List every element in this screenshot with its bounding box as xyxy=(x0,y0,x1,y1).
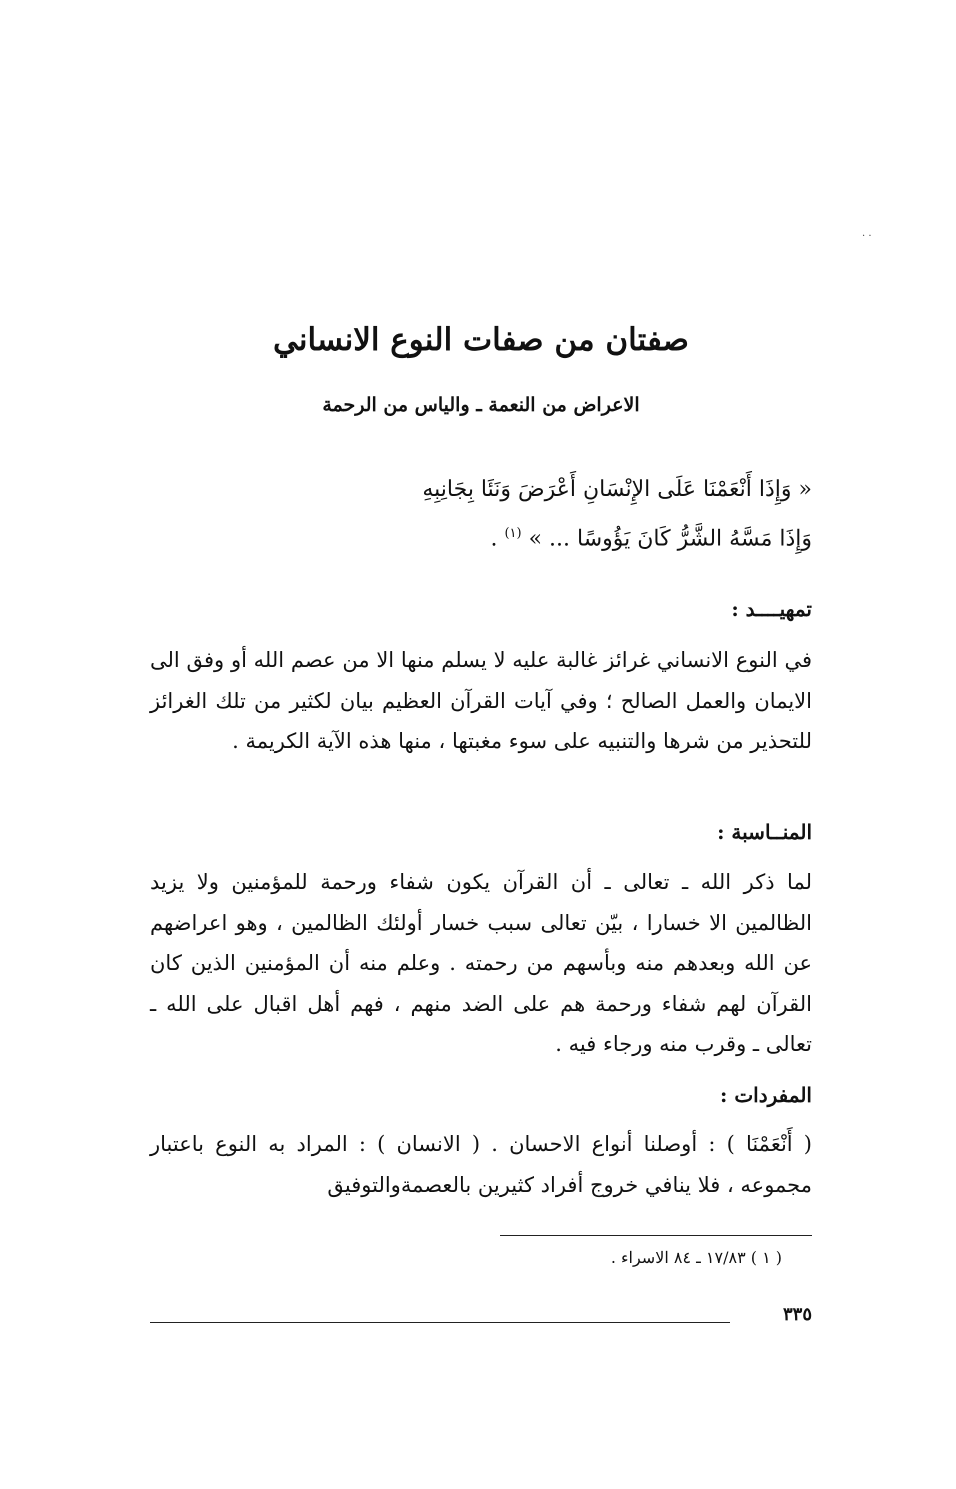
section-text-vocabulary: ( أَنْعَمْنَا ) : أوصلنا أنواع الاحسان . ( الانسان ) : المراد به النوع باعتبار مجموعه ، فلا ينافي خروج أفراد كثيرين بالعصمةوالتوفيق xyxy=(150,1132,812,1197)
page-number-rule xyxy=(150,1322,730,1323)
footnote-reference: (١) xyxy=(504,526,522,541)
quran-verse xyxy=(150,468,812,561)
section-heading-vocabulary: المفردات : xyxy=(719,1083,812,1107)
verse-line-2: وَإِذَا مَسَّهُ الشَّرُّ كَانَ يَؤُوسًا ... » xyxy=(528,526,812,552)
footnote: ( ١ ) ١٧/٨٣ ـ ٨٤ الاسراء . xyxy=(610,1248,782,1267)
section-heading-context: المنــاسبة : xyxy=(717,820,812,844)
section-heading-introduction: تمهيــــد : xyxy=(731,597,812,621)
page-subtitle: الاعراض من النعمة ـ والياس من الرحمة xyxy=(322,394,640,416)
page-title: صفتان من صفات النوع الانساني xyxy=(273,322,689,358)
verse-end-mark: . xyxy=(490,526,498,552)
page-number: ٣٣٥ xyxy=(782,1304,812,1325)
footnote-divider xyxy=(500,1235,812,1236)
verse-line-1: « وَإِذَا أَنْعَمْنَا عَلَى الإِنْسَانِ أَعْرَضَ وَنَئَا بِجَانِبِهِ xyxy=(422,477,812,502)
scan-speck: . . xyxy=(862,228,872,239)
section-text-introduction: في النوع الانساني غرائز غالبة عليه لا يسلم منها الا من عصم الله أو وفق الى الايمان والعمل الصالح ؛ وفي آيات القرآن العظيم بيان لكثير من تلك الغرائز للتحذير من شرها والتنبيه على سوء مغبتها ، منها هذه الآية الكريمة . xyxy=(150,648,812,753)
book-page xyxy=(150,0,812,1489)
section-text-context: لما ذكر الله ـ تعالى ـ أن القرآن يكون شفاء ورحمة للمؤمنين ولا يزيد الظالمين الا خسارا ، بيّن تعالى سبب خسار أولئك الظالمين ، وهو اعراضهم عن الله وبعدهم منه وبأسهم من رحمته . وعلم منه أن المؤمنين الذين كان القرآن لهم شفاء ورحمة هم على الضد منهم ، فهم أهل اقبال على الله ـ تعالى ـ وقرب منه ورجاء فيه . xyxy=(150,870,812,1056)
